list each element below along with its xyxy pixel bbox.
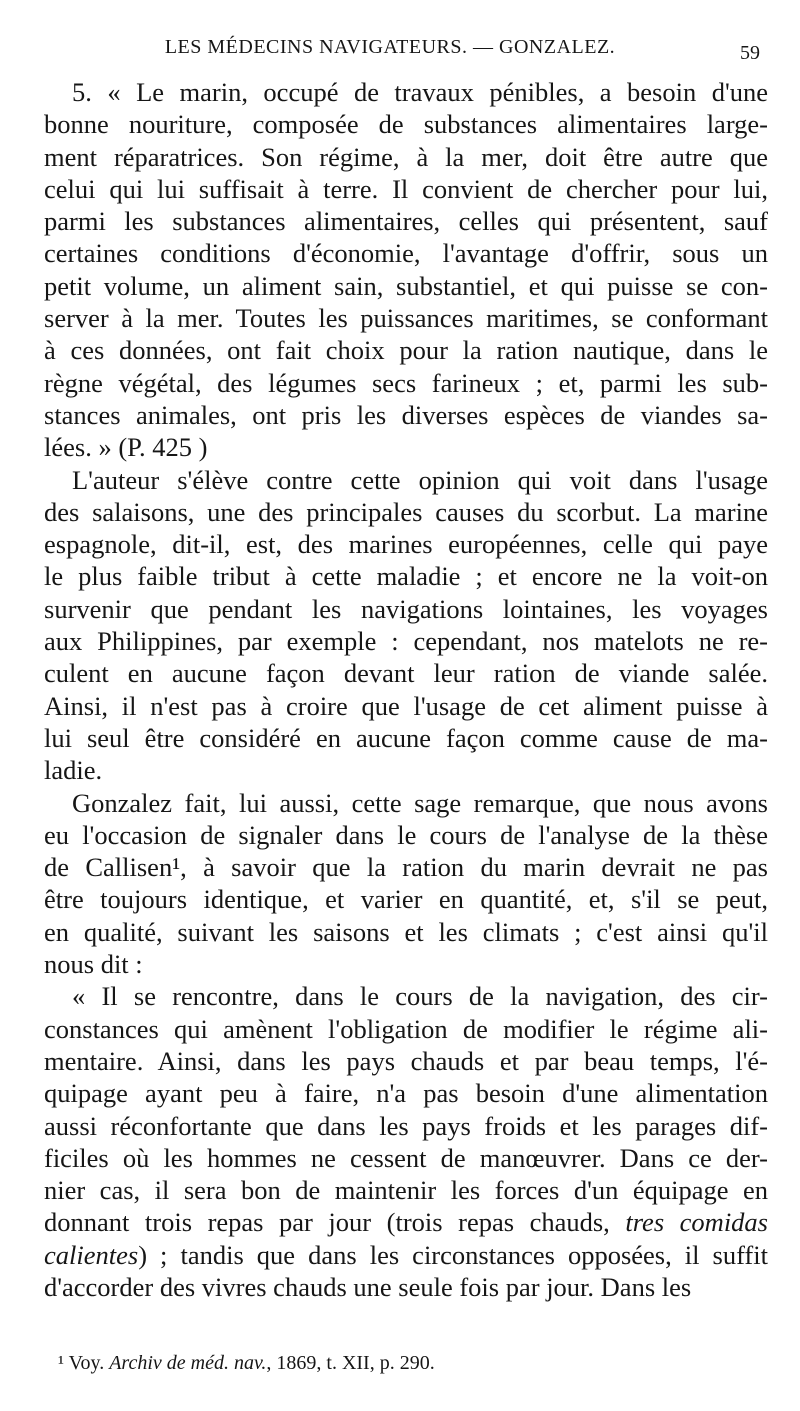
text-line: ladie. xyxy=(44,755,103,786)
text-line: ment réparatrices. Son régime, à la mer, doit être autre que xyxy=(44,141,768,172)
text-line: aussi réconfortante que dans les pays froids et les parages dif- xyxy=(44,1110,768,1141)
text-line: ficiles où les hommes ne cessent de manœuvrer. Dans ce der- xyxy=(44,1142,768,1173)
text-line: des salaisons, une des principales causes du scorbut. La marine xyxy=(44,496,768,527)
text-line: à ces données, ont fait choix pour la ration nautique, dans le xyxy=(44,335,768,366)
text-line: bonne nouriture, composée de substances alimentaires large- xyxy=(44,109,768,140)
body-text xyxy=(44,76,768,1303)
page-header xyxy=(0,32,800,72)
text-line: Gonzalez fait, lui aussi, cette sage remarque, que nous avons xyxy=(72,787,768,818)
text-line: calientes) ; tandis que dans les circonstances opposées, il suffit xyxy=(44,1239,768,1270)
italic-phrase: tres comidas xyxy=(625,1207,768,1238)
text-line: nier cas, il sera bon de maintenir les forces d'un équipage en xyxy=(44,1175,768,1206)
text-line: règne végétal, des légumes secs farineux ; et, parmi les sub- xyxy=(44,367,768,398)
text-line: eu l'occasion de signaler dans le cours de l'analyse de la thèse xyxy=(44,819,768,850)
text-line: L'auteur s'élève contre cette opinion qui voit dans l'usage xyxy=(72,464,768,495)
text-line: survenir que pendant les navigations lointaines, les voyages xyxy=(44,593,768,624)
text-line: constances qui amènent l'obligation de modifier le régime ali- xyxy=(44,1013,768,1044)
text-line: être toujours identique, et varier en quantité, et, s'il se peut, xyxy=(44,884,768,915)
text-line: quipage ayant peu à faire, n'a pas besoin d'une alimentation xyxy=(44,1078,768,1109)
text-line: stances animales, ont pris les diverses espèces de viandes sa- xyxy=(44,399,768,430)
text-line: petit volume, un aliment sain, substantiel, et qui puisse se con- xyxy=(44,270,768,301)
running-title: LES MÉDECINS NAVIGATEURS. — GONZALEZ. xyxy=(164,36,616,58)
footnote xyxy=(58,1352,758,1375)
text-line: Ainsi, il n'est pas à croire que l'usage de cet aliment puisse à xyxy=(44,690,768,721)
text-line: nous dit : xyxy=(44,949,143,980)
text-line: « Il se rencontre, dans le cours de la navigation, des cir- xyxy=(72,981,768,1012)
footnote-prefix: Voy. xyxy=(68,1352,105,1374)
text-line: parmi les substances alimentaires, celles qui présentent, sauf xyxy=(44,206,768,237)
text-line: d'accorder des vivres chauds une seule fois par jour. Dans les xyxy=(44,1271,692,1302)
footnote-marker: ¹ xyxy=(58,1352,64,1374)
italic-phrase: calientes xyxy=(44,1239,139,1270)
text-line: aux Philippines, par exemple : cependant, nos matelots ne re- xyxy=(44,626,768,657)
text-line: lui seul être considéré en aucune façon comme cause de ma- xyxy=(44,722,768,753)
text-line: culent en aucune façon devant leur ration de viande salée. xyxy=(44,658,768,689)
text-line: lées. » (P. 425 ) xyxy=(44,432,208,463)
text-line: mentaire. Ainsi, dans les pays chauds et par beau temps, l'é- xyxy=(44,1045,768,1076)
text-line: server à la mer. Toutes les puissances maritimes, se conformant xyxy=(44,303,768,334)
text-line: donnant trois repas par jour (trois repas chauds, tres comidas xyxy=(44,1207,768,1238)
text-line: espagnole, dit-il, est, des marines européennes, celle qui paye xyxy=(44,529,768,560)
text-line: 5. « Le marin, occupé de travaux pénibles, a besoin d'une xyxy=(72,77,768,107)
text-line: certaines conditions d'économie, l'avantage d'offrir, sous un xyxy=(44,238,768,269)
text-line: le plus faible tribut à cette maladie ; et encore ne la voit-on xyxy=(44,561,768,592)
page-number: 59 xyxy=(740,42,760,64)
footnote-journal: Archiv de méd. nav. xyxy=(109,1352,267,1374)
text-line: en qualité, suivant les saisons et les climats ; c'est ainsi qu'il xyxy=(44,916,768,947)
text-line: de Callisen¹, à savoir que la ration du marin devrait ne pas xyxy=(44,852,768,883)
text-line: celui qui lui suffisait à terre. Il convient de chercher pour lui, xyxy=(44,173,768,204)
footnote-suffix: , 1869, t. XII, p. 290. xyxy=(266,1352,435,1374)
